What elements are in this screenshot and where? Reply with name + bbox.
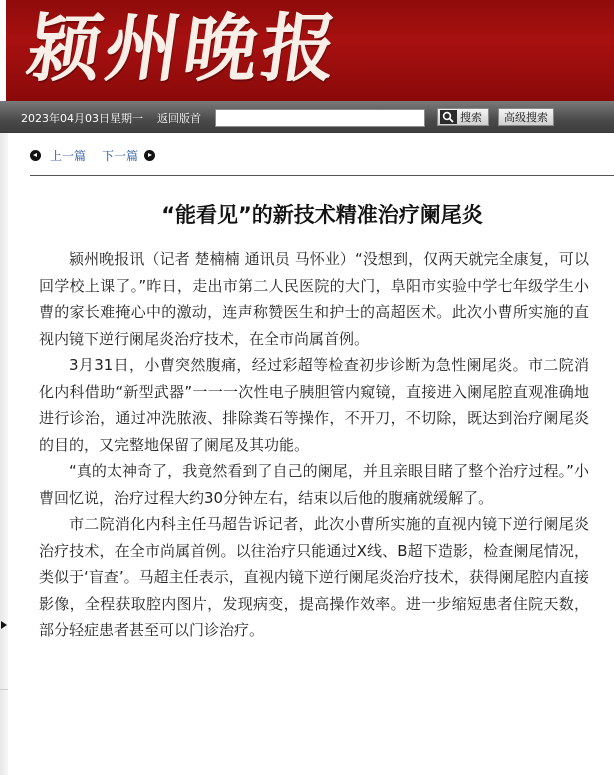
advanced-search-button[interactable]: 高级搜索 <box>498 108 554 126</box>
search-icon <box>440 110 457 124</box>
article-paragraph: “真的太神奇了，我竟然看到了自己的阑尾，并且亲眼目睹了整个治疗过程。”小曹回忆说，治疗过程大约30分钟左右，结束以后他的腹痛就缓解了。 <box>39 462 589 507</box>
search-input[interactable] <box>215 109 425 127</box>
masthead-left-edge <box>0 0 6 101</box>
next-article-link[interactable]: 下一篇 <box>102 148 139 163</box>
article-paragraph: 颍州晚报讯（记者 楚楠楠 通讯员 马怀业）“没想到，仅两天就完全康复，可以回学校上课了。”昨日，走出市第二人民医院的大门，阜阳市实验中学七年级学生小曹的家长难掩心中的激动，连声称赞医生和护士的高超医术。此次小曹所实施的直视内镜下逆行阑尾炎治疗技术，在全市尚属首例。 <box>39 250 589 348</box>
divider <box>30 175 614 176</box>
article-paragraph: 3月31日，小曹突然腹痛，经过彩超等检查初步诊断为急性阑尾炎。市二院消化内科借助“新型武器”一一一次性电子胰胆管内窥镜，直接进入阑尾腔直观准确地进行诊治，通过冲洗脓液、排除粪石等操作，不开刀，不切除，既达到治疗阑尾炎的目的，又完整地保留了阑尾及其功能。 <box>39 356 589 454</box>
issue-date: 2023年04月03日 <box>21 112 110 125</box>
back-to-front-page-link[interactable]: 返回版首 <box>157 112 201 125</box>
article-title: “能看见”的新技术精准治疗阑尾炎 <box>161 203 483 227</box>
newspaper-logo: 颍州晚报 <box>21 6 347 92</box>
article-body <box>39 246 589 644</box>
article-page <box>0 133 614 775</box>
article-pager <box>30 147 155 163</box>
prev-article-link[interactable]: 上一篇 <box>50 148 87 163</box>
next-arrow-icon[interactable] <box>144 150 155 161</box>
issue-weekday: 星期一 <box>110 112 143 125</box>
expand-arrow-icon[interactable] <box>1 621 7 629</box>
search-button[interactable] <box>437 108 489 126</box>
article-paragraph: 市二院消化内科主任马超告诉记者，此次小曹所实施的直视内镜下逆行阑尾炎治疗技术，在全市尚属首例。以往治疗只能通过X线、B超下造影，检查阑尾情况，类似于‘盲查’。马超主任表示，直视内镜下逆行阑尾炎治疗技术，获得阑尾腔内直接影像，全程获取腔内图片，发现病变，提高操作效率。进一步缩短患者住院天数，部分轻症患者甚至可以门诊治疗。 <box>39 515 589 639</box>
left-frame-strip <box>0 133 8 775</box>
search-button-label: 搜索 <box>460 111 482 124</box>
prev-arrow-icon[interactable] <box>30 150 41 161</box>
divider <box>0 689 8 690</box>
masthead <box>0 0 614 101</box>
toolbar <box>0 101 614 133</box>
